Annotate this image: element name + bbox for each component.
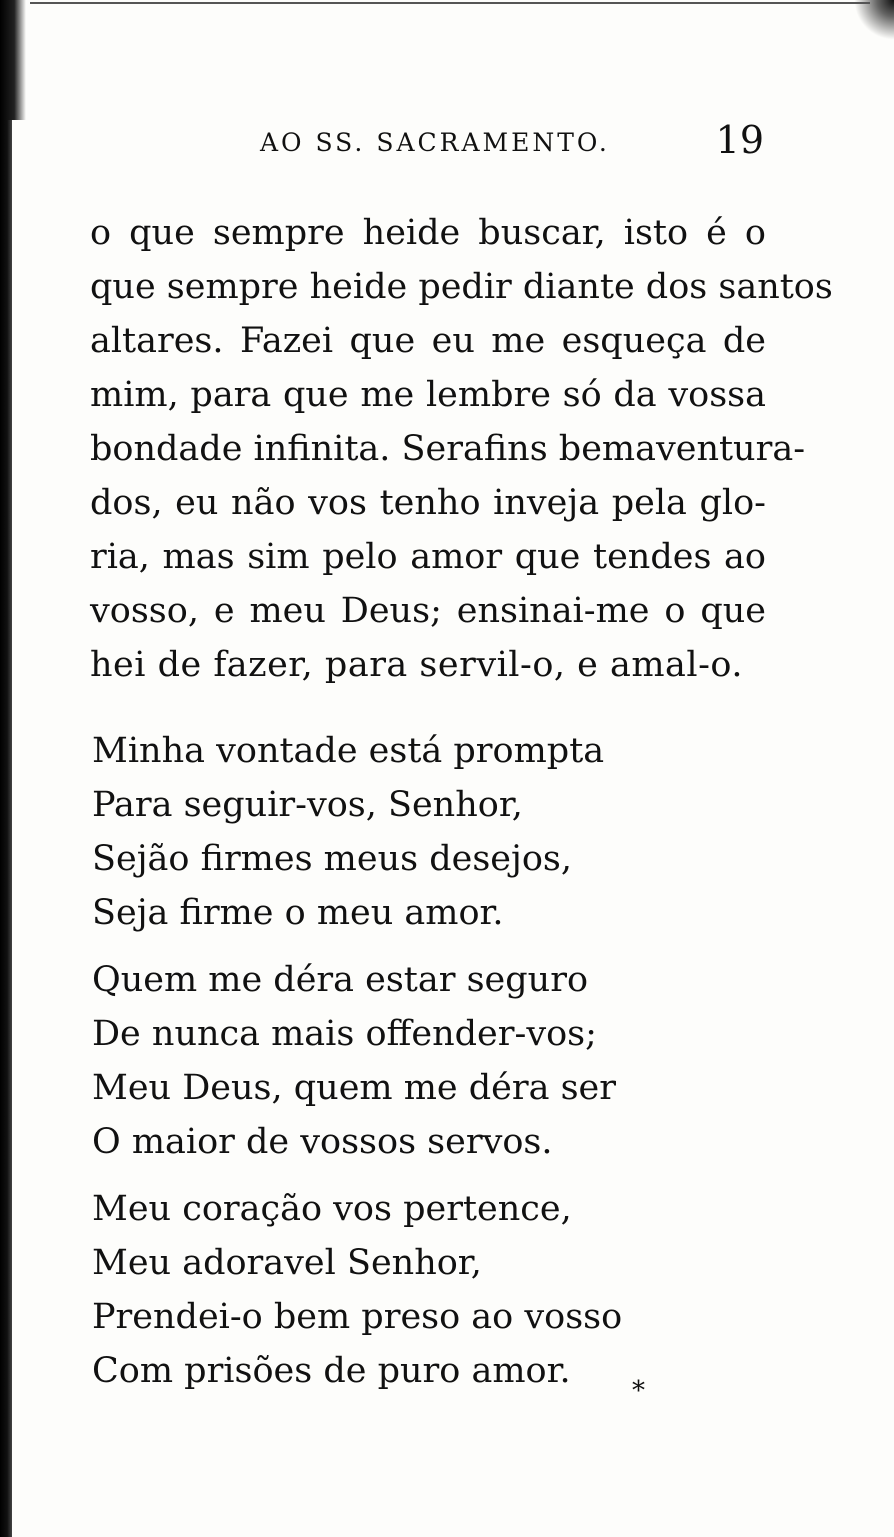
verse-line: Meu Deus, quem me déra ser [92,1068,616,1108]
prose-line: hei de fazer, para servil-o, e amal-o. [90,645,743,685]
verse-line: Minha vontade está prompta [92,731,605,771]
prose-line: dos, eu não vos tenho inveja pela glo- [90,483,766,523]
verse-line: Meu coração vos pertence, [92,1189,572,1229]
prose-line: que sempre heide pedir diante dos santos [90,267,833,307]
verse-line: Quem me déra estar seguro [92,960,589,1000]
stanza-2 [92,953,732,1169]
running-title: AO SS. SACRAMENTO. [260,128,610,157]
asterisk-ornament: * [632,1376,645,1406]
page-header [92,118,764,168]
verse-line: Sejão firmes meus desejos, [92,839,573,879]
verse-line: Com prisões de puro amor. [92,1351,571,1391]
top-edge-line [30,2,870,4]
binding-edge [0,0,12,1537]
verse-line: Para seguir-vos, Senhor, [92,785,523,825]
binding-shadow [0,0,26,120]
prose-line: altares. Fazei que eu me esqueça de [90,321,766,361]
verse-line: Meu adoravel Senhor, [92,1243,482,1283]
stanza-1 [92,724,732,940]
hymn-verses [92,724,732,1398]
prose-line: ria, mas sim pelo amor que tendes ao [90,537,766,577]
verse-line: O maior de vossos servos. [92,1122,553,1162]
verse-line: Prendei-o bem preso ao vosso [92,1297,623,1337]
prose-line: vosso, e meu Deus; ensinai-me o que [90,591,766,631]
verse-line: Seja firme o meu amor. [92,893,504,933]
page-corner-shadow [854,0,894,40]
prose-line: bondade infinita. Serafins bemaventura- [90,429,806,469]
stanza-3 [92,1182,732,1398]
page-number: 19 [715,118,764,162]
verse-line: De nunca mais offender-vos; [92,1014,597,1054]
prose-paragraph [90,206,833,692]
prose-line: o que sempre heide buscar, isto é o [90,213,766,253]
prose-line: mim, para que me lembre só da vossa [90,375,766,415]
